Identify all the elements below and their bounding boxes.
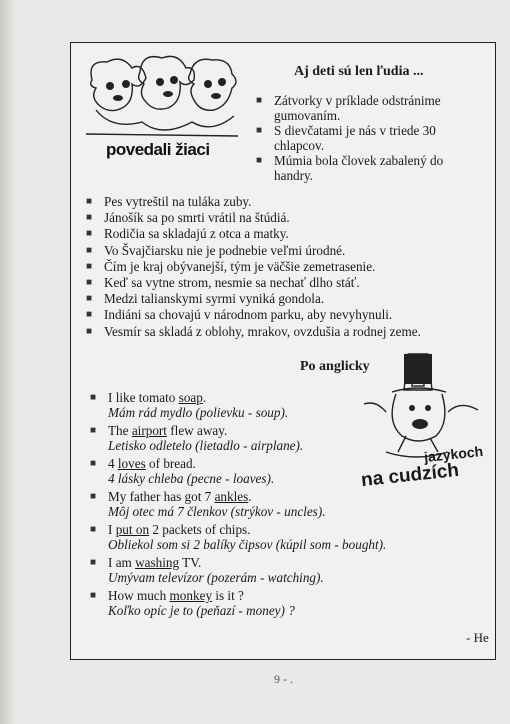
list-item: ■ I am washing TV. Umývam televízor (pozerám - watching).: [90, 555, 324, 585]
list-item: ■ Múmia bola človek zabalený do handry.: [256, 153, 444, 183]
list-item: ■ I put on 2 packets of chips. Obliekol som si 2 balíky čipsov (kúpil som - bought).: [90, 522, 387, 552]
list-item: ■ Rodičia sa skladajú z otca a matky.: [86, 226, 289, 242]
list-item: ■ Medzi talianskymi syrmi vyniká gondola.: [86, 291, 325, 307]
list-item: ■ Zátvorky v príklade odstránime gumovaním.: [256, 93, 441, 123]
list-item: ■ Čím je kraj obývanejší, tým je väčšie zemetrasenie.: [86, 258, 376, 274]
list-item: ■ 4 loves of bread. 4 lásky chleba (pecne - loaves).: [90, 456, 275, 486]
list-item: ■ Vesmír sa skladá z oblohy, mrakov, ovzdušia a rodnej zeme.: [86, 323, 421, 339]
list-item: ■ My father has got 7 ankles. Môj otec má 7 členkov (strýkov - uncles).: [90, 489, 326, 519]
quote-list: [256, 93, 474, 183]
list-item: ■ The airport flew away. Letisko odletelo (lietadlo - airplane).: [90, 423, 304, 453]
page-number: 9 - .: [274, 672, 293, 686]
page-edge-shadow: [0, 0, 16, 724]
list-item: ■ Indiáni sa chovajú v národnom parku, aby nevyhynuli.: [86, 307, 393, 323]
list-item: ■ I like tomato soap. Mám rád mydlo (polievku - soup).: [90, 390, 289, 420]
list-item: ■ Keď sa vytne strom, nesmie sa nechať dlho stáť.: [86, 274, 360, 290]
dogs-caption: povedali žiaci: [106, 140, 210, 159]
author-signature: - He: [466, 630, 489, 645]
list-item: ■ Vo Švajčiarsku nie je podnebie veľmi úrodné.: [86, 242, 346, 258]
three-dogs-illustration: [82, 50, 242, 142]
english-section-title: Po anglicky: [300, 359, 370, 374]
sayings-list: [86, 194, 474, 340]
list-item: ■ Jánošík sa po smrti vrátil na štúdiá.: [86, 210, 290, 226]
list-item: ■ How much monkey is it ? Koľko opíc je to (peňazí - money) ?: [90, 588, 295, 618]
list-item: ■ S dievčatami je nás v triede 30 chlapcov.: [256, 123, 436, 153]
illustration-caption-2: na cudzích: [360, 459, 460, 492]
section-title: Aj deti sú len ľudia ...: [294, 64, 424, 79]
illustration-caption-1: jazykoch: [423, 442, 484, 466]
list-item: ■ Pes vytreštil na tuláka zuby.: [86, 194, 252, 209]
